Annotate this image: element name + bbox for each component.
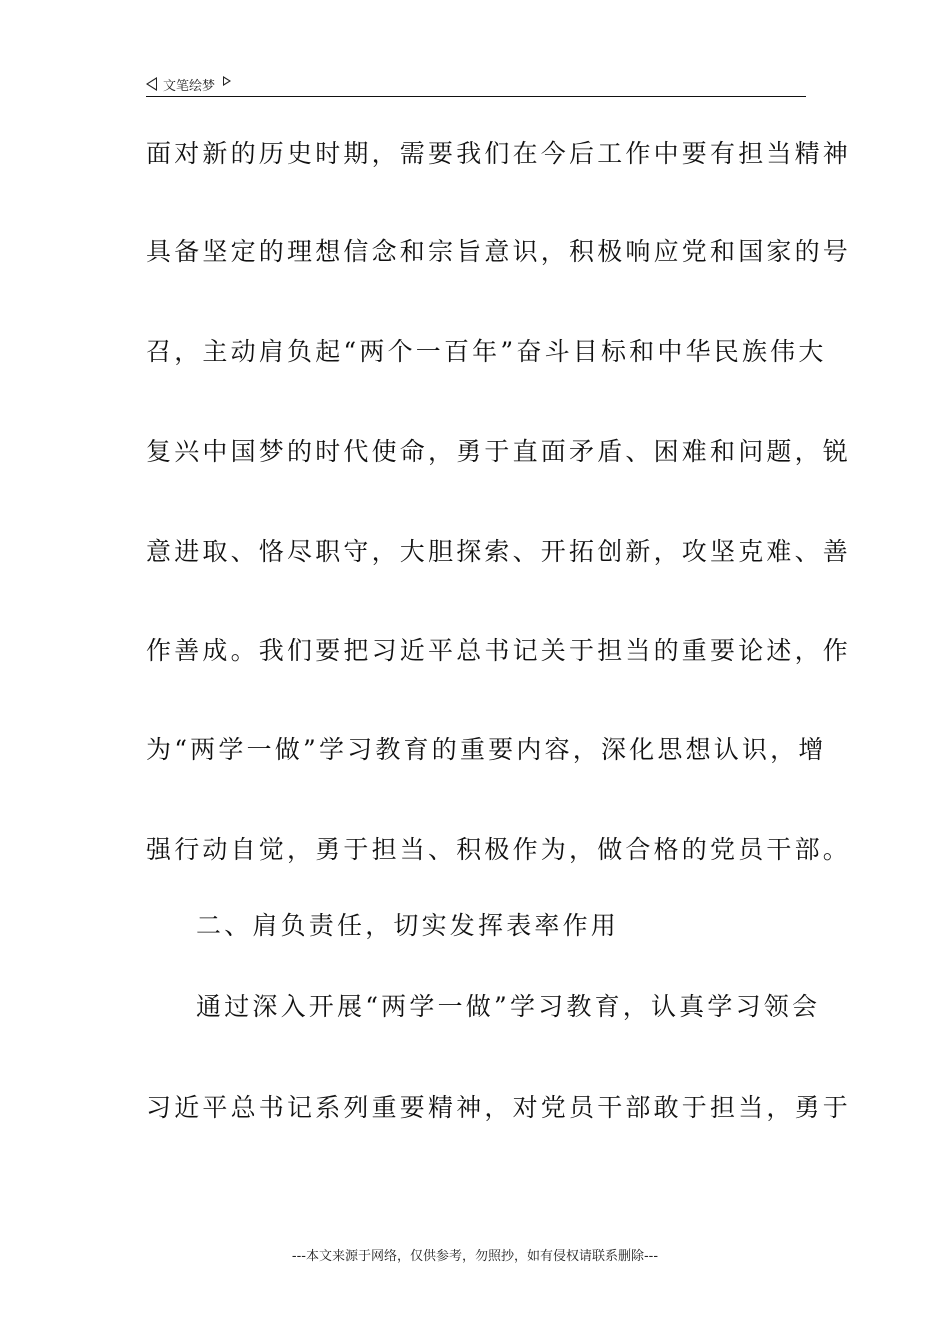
left-triangle-icon: [146, 77, 157, 91]
para2-line-2: 习近平总书记系列重要精神，对党员干部敢于担当，勇于: [146, 1093, 852, 1122]
body-line-5: 意进取、恪尽职守，大胆探索、开拓创新，攻坚克难、善: [146, 537, 852, 566]
section-heading: 二、肩负责任，切实发挥表率作用: [196, 911, 620, 940]
para2-line-1: 通过深入开展“两学一做”学习教育，认真学习领会: [196, 992, 821, 1021]
body-line-2: 具备坚定的理想信念和宗旨意识，积极响应党和国家的号: [146, 237, 852, 266]
body-line-4: 复兴中国梦的时代使命，勇于直面矛盾、困难和问题，锐: [146, 437, 852, 466]
right-triangle-icon: [223, 76, 231, 86]
body-line-3: 召，主动肩负起“两个一百年”奋斗目标和中华民族伟大: [146, 337, 827, 366]
header-title: 文笔绘梦: [163, 78, 216, 94]
body-line-1: 面对新的历史时期，需要我们在今后工作中要有担当精神: [146, 139, 852, 168]
page-header: [146, 74, 806, 98]
header-bar: [146, 74, 806, 94]
body-line-6: 作善成。我们要把习近平总书记关于担当的重要论述，作: [146, 636, 852, 665]
body-line-8: 强行动自觉，勇于担当、积极作为，做合格的党员干部。: [146, 835, 852, 864]
header-divider: [146, 96, 806, 97]
body-line-7: 为“两学一做”学习教育的重要内容，深化思想认识，增: [146, 735, 827, 764]
footer-notice: ---本文来源于网络，仅供参考，勿照抄，如有侵权请联系删除---: [291, 1249, 659, 1264]
